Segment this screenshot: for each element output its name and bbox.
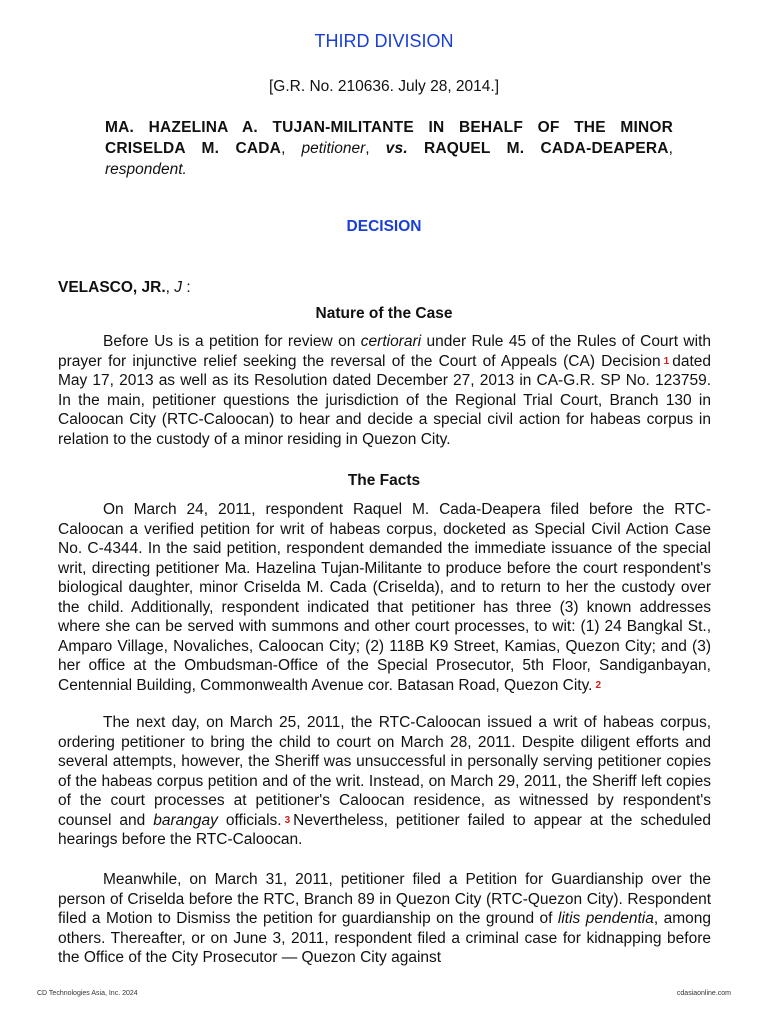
petitioner-name: MA. HAZELINA A. TUJAN-MILITANTE IN BEHALF OF THE MINOR CRISELDA M. CADA	[105, 119, 673, 157]
text-run: Before Us is a petition for review on	[103, 333, 361, 350]
decision-title: DECISION	[346, 218, 422, 235]
paragraph-facts-3	[58, 870, 711, 968]
versus-label: vs.	[385, 140, 408, 157]
text-run: Nevertheless, petitioner failed to appear at the scheduled hearings before the RTC-Caloocan.	[58, 811, 711, 848]
case-number: [G.R. No. 210636. July 28, 2014.]	[268, 78, 500, 95]
petitioner-role: petitioner	[301, 140, 366, 157]
ponente: VELASCO, JR., J :	[58, 279, 191, 296]
facts-heading: The Facts	[347, 472, 421, 489]
respondent-name: RAQUEL M. CADA-DEAPERA	[423, 140, 669, 157]
text-run: On March 24, 2011, respondent Raquel M. Cada-Deapera filed before the RTC-Caloocan a verified petition for writ of habeas corpus, docketed as Special Civil Action Case No. C-4344. In the said petition, respondent demanded the immediate issuance of the special writ, directing petitioner Ma. Hazelina Tujan-Militante to produce before the court respondent's biological daughter, minor Criselda M. Cada (Criselda), and to return to her the custody over the child. Additionally, respondent indicated that petitioner has three (3) known addresses where she can be served with summons and other court processes, to wit: (1) 24 Bangkal St., Amparo Village, Novaliches, Caloocan City; (2) 118B K9 Street, Kamias, Quezon City; and (3) her office at the Ombudsman-Office of the Special Prosecutor, 5th Floor, Sandiganbayan, Centennial Building, Commonwealth Avenue cor. Batasan Road, Quezon City.	[58, 501, 711, 694]
text-run: Meanwhile, on March 31, 2011, petitioner filed a Petition for Guardianship over the person of Criselda before the RTC, Branch 89 in Quezon City (RTC-Quezon City). Respondent filed a Motion to Dismiss the petition for guardianship on the ground of	[58, 871, 711, 927]
text-run: , among others. Thereafter, or on June 3, 2011, respondent filed a criminal case for kidnapping before the Office of the City Prosecutor — Quezon City against	[58, 910, 711, 966]
text-run: The next day, on March 25, 2011, the RTC-Caloocan issued a writ of habeas corpus, ordering petitioner to bring the child to court on March 28, 2011. Despite diligent efforts and several attempts, however, the Sheriff was unsuccessful in personally serving petitioner copies of the habeas corpus petition and of the writ. Instead, on March 29, 2011, the Sheriff left copies of the court processes at petitioner's Caloocan residence, as witnessed by respondent's counsel and	[58, 714, 711, 829]
italic-text: barangay	[153, 811, 218, 829]
footnote-link-1[interactable]: 1	[663, 355, 670, 367]
footer-site: cdasiaonline.com	[676, 990, 731, 997]
case-parties: MA. HAZELINA A. TUJAN-MILITANTE IN BEHALF OF THE MINOR CRISELDA M. CADA, petitioner, vs. RAQUEL M. CADA-DEAPERA, respondent.	[105, 119, 673, 178]
footnote-link-2[interactable]: 2	[595, 679, 602, 691]
paragraph-nature	[58, 332, 711, 449]
footer-copyright: CD Technologies Asia, Inc. 2024	[37, 990, 138, 997]
footnote-link-3[interactable]: 3	[284, 814, 291, 826]
ponente-title: J	[174, 279, 183, 296]
italic-text: certiorari	[360, 333, 422, 350]
paragraph-facts-1	[58, 500, 711, 695]
italic-text: litis pendentia	[557, 910, 654, 927]
text-run: dated May 17, 2013 as well as its Resolution dated December 27, 2013 in CA-G.R. SP No. 123759. In the main, petitioner questions the jurisdiction of the Regional Trial Court, Branch 130 in Caloocan City (RTC-Caloocan) to hear and decide a special civil action for habeas corpus in relation to the custody of a minor residing in Quezon City.	[58, 352, 711, 448]
ponente-name: VELASCO, JR.	[58, 279, 166, 296]
respondent-role: respondent.	[105, 161, 187, 178]
text-run: officials.	[217, 811, 282, 829]
nature-of-case-heading: Nature of the Case	[315, 305, 453, 322]
text-run: under Rule 45 of the Rules of Court with prayer for injunctive relief seeking the reversal of the Court of Appeals (CA) Decision	[58, 333, 711, 370]
division-heading: THIRD DIVISION	[314, 31, 454, 51]
paragraph-facts-2	[58, 713, 711, 850]
